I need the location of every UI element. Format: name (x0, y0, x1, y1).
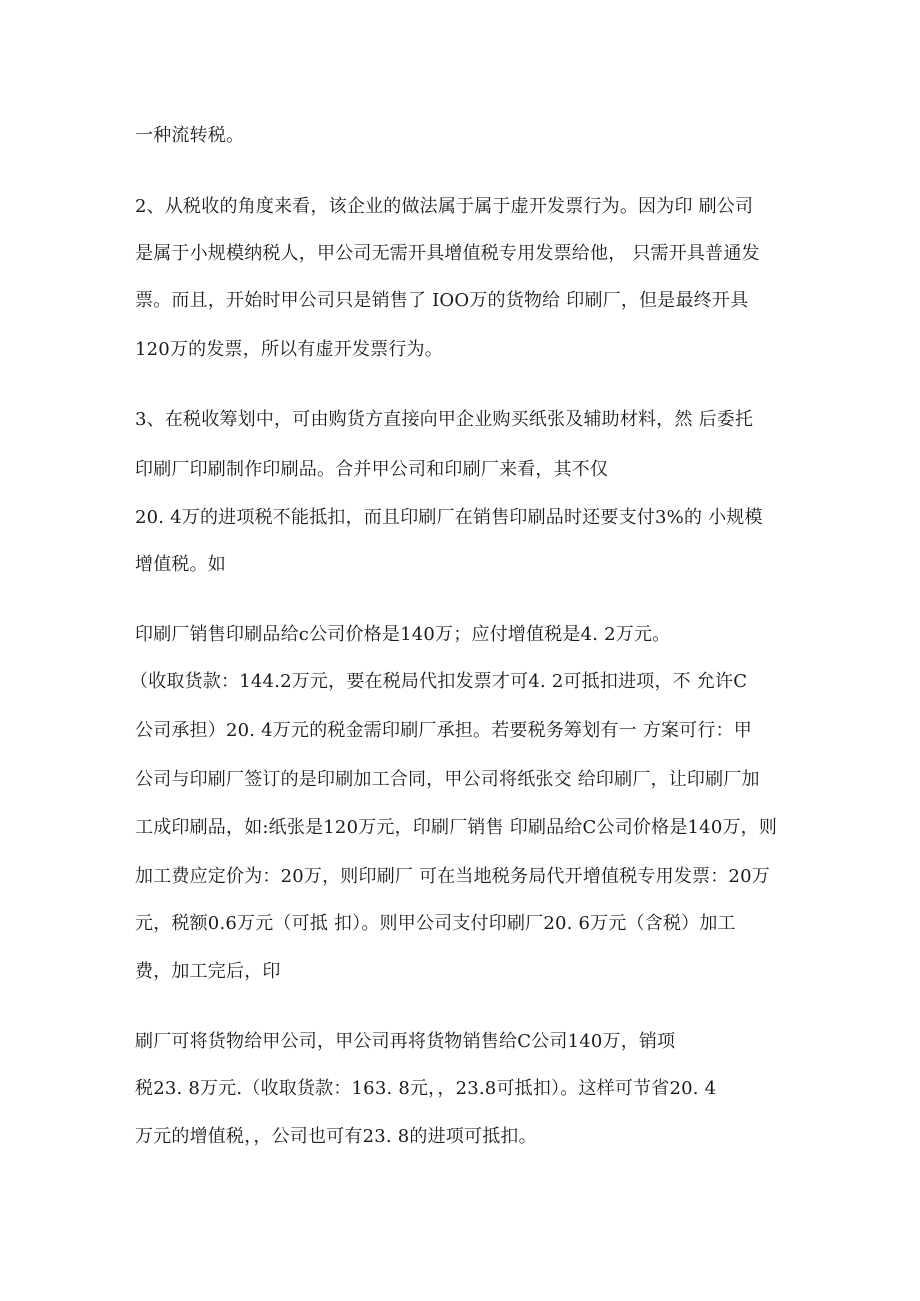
text-line: 公司承担）20. 4万元的税金需印刷厂承担。若要税务筹划有一 方案可行：甲 (135, 720, 752, 741)
text-line: 元，税额0.6万元（可抵 扣）。则甲公司支付印刷厂20. 6万元（含税）加工 (135, 913, 736, 934)
text-line: 加工费应定价为：20万，则印刷厂 可在当地税务局代开增值税专用发票：20万 (135, 866, 770, 887)
text-line: 工成印刷品，如:纸张是120万元，印刷厂销售 印刷品给C公司价格是140万，则 (135, 817, 778, 838)
text-line: （收取货款：144.2万元，要在税局代扣发票才可4. 2可抵扣进项，不 允许C (130, 671, 748, 692)
text-line: 印刷厂印刷制作印刷品。合并甲公司和印刷厂来看，其不仅 (135, 459, 609, 480)
text-line: 万元的增值税，，公司也可有23. 8的进项可抵扣。 (135, 1126, 537, 1147)
text-line: 费，加工完后，印 (135, 961, 281, 982)
text-line: 印刷厂销售印刷品给c公司价格是140万；应付增值税是4. 2万元。 (135, 624, 671, 645)
text-line: 公司与印刷厂签订的是印刷加工合同，甲公司将纸张交 给印刷厂，让印刷厂加 (135, 769, 760, 790)
text-line: 一种流转税。 (135, 125, 245, 146)
text-line: 120万的发票，所以有虚开发票行为。 (135, 339, 443, 360)
text-line: 是属于小规模纳税人，甲公司无需开具增值税专用发票给他， 只需开具普通发 (135, 243, 760, 264)
text-line: 刷厂可将货物给甲公司，甲公司再将货物销售给C公司140万，销项 (135, 1031, 676, 1052)
text-line: 2、从税收的角度来看，该企业的做法属于属于虚开发票行为。因为印 刷公司 (135, 196, 754, 217)
text-line: 票。而且，开始时甲公司只是销售了 IOO万的货物给 印刷厂，但是最终开具 (135, 290, 749, 311)
text-line: 增值税。如 (135, 554, 226, 575)
text-line: 税23. 8万元.（收取货款：163. 8元，，23.8可抵扣）。这样可节省20. 4 (135, 1078, 717, 1099)
text-line: 3、在税收筹划中，可由购货方直接向甲企业购买纸张及辅助材料，然 后委托 (135, 409, 754, 430)
text-line: 20. 4万的进项税不能抵扣，而且印刷厂在销售印刷品时还要支付3%的 小规模 (135, 507, 763, 528)
